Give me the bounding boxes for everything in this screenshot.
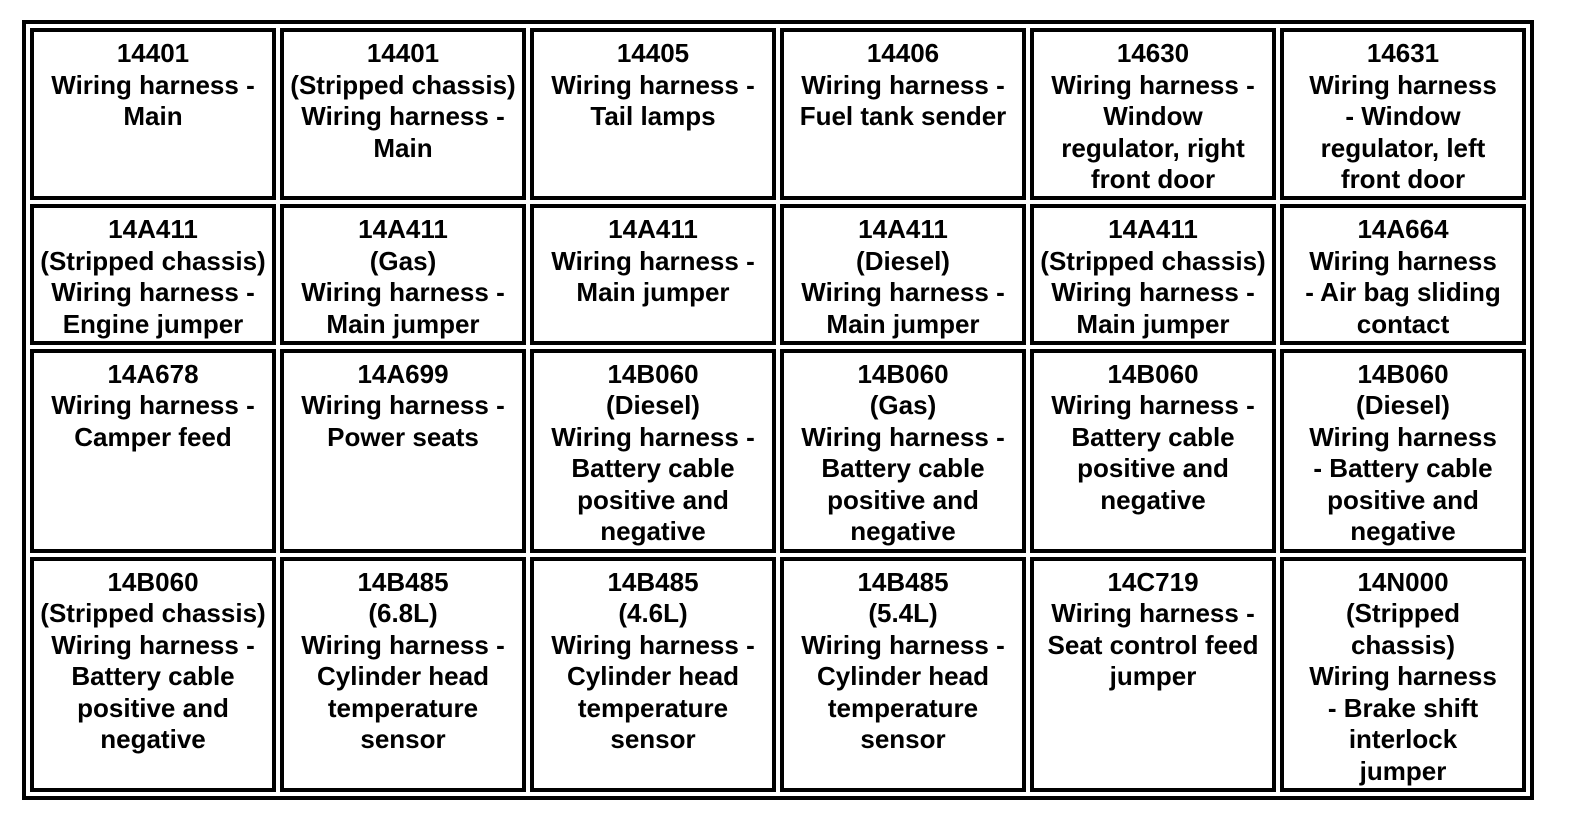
- part-description-line: (4.6L): [618, 598, 688, 629]
- table-cell: [1280, 28, 1526, 200]
- part-number: 14N000: [1357, 566, 1449, 597]
- part-description-line: - Battery cable: [1313, 453, 1493, 484]
- part-description-line: Wiring harness: [1309, 245, 1497, 276]
- part-description-line: temperature: [827, 692, 979, 723]
- part-description-line: Wiring harness -: [301, 390, 505, 421]
- table-row: [30, 204, 1526, 345]
- part-description-line: - Window: [1345, 101, 1461, 131]
- part-description-line: Main: [373, 132, 433, 163]
- part-number: 14A678: [107, 358, 199, 389]
- part-description-line: (Stripped chassis): [40, 245, 266, 276]
- part-description-line: negative: [1100, 484, 1206, 515]
- part-number: 14A664: [1357, 214, 1449, 245]
- table-cell: [30, 349, 276, 553]
- part-description-line: (Stripped: [1345, 598, 1461, 629]
- part-description-line: Tail lamps: [590, 101, 716, 131]
- part-number: 14405: [616, 38, 690, 68]
- table-cell: [1030, 557, 1276, 792]
- part-number: 14631: [1366, 38, 1440, 68]
- part-description-line: Seat control feed: [1047, 629, 1259, 660]
- part-description-line: regulator, left: [1320, 132, 1486, 163]
- part-table-frame: [22, 20, 1534, 800]
- part-description-line: Camper feed: [74, 421, 232, 452]
- part-description-line: interlock: [1348, 724, 1458, 755]
- table-cell: [1030, 349, 1276, 553]
- table-row: [30, 28, 1526, 200]
- table-cell: [530, 349, 776, 553]
- part-description-line: Wiring harness -: [301, 101, 505, 131]
- part-description-line: Wiring harness -: [801, 629, 1005, 660]
- part-description-line: temperature: [577, 692, 729, 723]
- part-number: 14A411: [1108, 214, 1198, 245]
- table-row: [30, 349, 1526, 553]
- part-description-line: Wiring harness -: [1051, 69, 1255, 100]
- part-description-line: (5.4L): [868, 598, 938, 629]
- part-description-line: Wiring harness -: [801, 69, 1005, 100]
- part-number: 14630: [1116, 38, 1190, 68]
- part-description-line: Main jumper: [826, 308, 980, 339]
- part-description-line: Cylinder head: [567, 661, 739, 692]
- part-description-line: regulator, right: [1061, 132, 1245, 163]
- part-description-line: (Stripped chassis): [40, 598, 266, 629]
- part-description-line: - Brake shift: [1327, 692, 1479, 723]
- part-description-line: (Gas): [369, 245, 437, 276]
- part-description-line: positive and: [577, 484, 729, 515]
- part-description-line: front door: [1340, 164, 1466, 194]
- part-description-line: contact: [1356, 308, 1450, 339]
- part-number: 14A411: [358, 214, 448, 245]
- part-number: 14A411: [608, 214, 698, 245]
- table-cell: [780, 557, 1026, 792]
- part-description-line: (Diesel): [1356, 390, 1450, 421]
- table-cell: [280, 204, 526, 345]
- part-description-line: Wiring harness -: [51, 390, 255, 421]
- table-cell: [30, 557, 276, 792]
- part-description-line: Wiring harness -: [1051, 390, 1255, 421]
- part-description-line: negative: [100, 724, 206, 755]
- part-number: 14A411: [108, 214, 198, 245]
- part-description-line: Battery cable: [1071, 421, 1235, 452]
- part-description-line: Wiring harness: [1309, 421, 1497, 452]
- part-description-line: (Gas): [869, 390, 937, 421]
- part-description-line: Main jumper: [326, 308, 480, 339]
- part-description-line: Main jumper: [1076, 308, 1230, 339]
- part-description-line: chassis): [1350, 629, 1456, 660]
- part-description-line: positive and: [827, 484, 979, 515]
- part-description-line: Wiring harness -: [51, 277, 255, 308]
- part-description-line: jumper: [1359, 755, 1447, 786]
- part-description-line: Wiring harness -: [801, 277, 1005, 308]
- part-description-line: negative: [600, 516, 706, 547]
- table-cell: [530, 204, 776, 345]
- wiring-harness-part-table: [26, 24, 1530, 796]
- part-description-line: Main: [123, 101, 183, 131]
- part-description-line: Wiring harness -: [551, 629, 755, 660]
- part-description-line: - Air bag sliding: [1305, 277, 1501, 308]
- table-cell: [1030, 204, 1276, 345]
- table-cell: [530, 28, 776, 200]
- part-number: 14C719: [1107, 566, 1199, 597]
- part-number: 14B485: [607, 566, 699, 597]
- part-description-line: temperature: [327, 692, 479, 723]
- table-cell: [1280, 204, 1526, 345]
- part-description-line: Battery cable: [571, 453, 735, 484]
- table-cell: [1280, 349, 1526, 553]
- table-cell: [530, 557, 776, 792]
- part-description-line: jumper: [1109, 661, 1197, 692]
- part-number: 14B060: [107, 566, 199, 597]
- part-description-line: negative: [850, 516, 956, 547]
- part-description-line: Engine jumper: [62, 308, 244, 339]
- part-description-line: Wiring harness -: [51, 629, 255, 660]
- part-description-line: Battery cable: [71, 661, 235, 692]
- part-description-line: Wiring harness: [1309, 69, 1497, 100]
- part-description-line: (Diesel): [856, 245, 950, 276]
- part-description-line: Wiring harness -: [301, 629, 505, 660]
- part-description-line: positive and: [1077, 453, 1229, 484]
- table-row: [30, 557, 1526, 792]
- part-description-line: Wiring harness: [1309, 661, 1497, 692]
- part-description-line: Wiring harness -: [551, 245, 755, 276]
- part-number: 14401: [366, 38, 440, 68]
- part-number: 14B060: [857, 358, 949, 389]
- part-description-line: Wiring harness -: [301, 277, 505, 308]
- part-description-line: Cylinder head: [817, 661, 989, 692]
- table-cell: [280, 349, 526, 553]
- part-description-line: Fuel tank sender: [799, 101, 1007, 131]
- part-description-line: Window: [1103, 101, 1203, 131]
- part-description-line: negative: [1350, 516, 1456, 547]
- part-description-line: Battery cable: [821, 453, 985, 484]
- part-number: 14B060: [1107, 358, 1199, 389]
- part-description-line: sensor: [360, 724, 446, 755]
- part-description-line: Main jumper: [576, 277, 730, 308]
- part-description-line: Wiring harness -: [1051, 277, 1255, 308]
- part-description-line: (6.8L): [368, 598, 438, 629]
- part-description-line: Power seats: [327, 421, 479, 452]
- table-body: [30, 28, 1526, 792]
- table-cell: [780, 28, 1026, 200]
- part-description-line: Wiring harness -: [51, 69, 255, 100]
- table-cell: [280, 28, 526, 200]
- part-description-line: positive and: [1327, 484, 1479, 515]
- part-number: 14B060: [607, 358, 699, 389]
- part-number: 14401: [116, 38, 190, 68]
- part-description-line: sensor: [860, 724, 946, 755]
- part-description-line: (Stripped chassis): [290, 69, 516, 100]
- table-cell: [780, 349, 1026, 553]
- part-description-line: (Diesel): [606, 390, 700, 421]
- part-number: 14B485: [857, 566, 949, 597]
- part-description-line: Wiring harness -: [551, 69, 755, 100]
- part-description-line: Wiring harness -: [551, 421, 755, 452]
- table-cell: [1030, 28, 1276, 200]
- part-description-line: Wiring harness -: [801, 421, 1005, 452]
- table-cell: [30, 28, 276, 200]
- part-number: 14A699: [357, 358, 449, 389]
- part-number: 14B485: [357, 566, 449, 597]
- part-description-line: positive and: [77, 692, 229, 723]
- part-number: 14406: [866, 38, 940, 68]
- part-number: 14B060: [1357, 358, 1449, 389]
- table-cell: [780, 204, 1026, 345]
- table-cell: [1280, 557, 1526, 792]
- part-description-line: front door: [1090, 164, 1216, 194]
- part-description-line: sensor: [610, 724, 696, 755]
- table-cell: [30, 204, 276, 345]
- part-description-line: Cylinder head: [317, 661, 489, 692]
- part-description-line: (Stripped chassis): [1040, 245, 1266, 276]
- table-cell: [280, 557, 526, 792]
- part-description-line: Wiring harness -: [1051, 598, 1255, 629]
- part-number: 14A411: [858, 214, 948, 245]
